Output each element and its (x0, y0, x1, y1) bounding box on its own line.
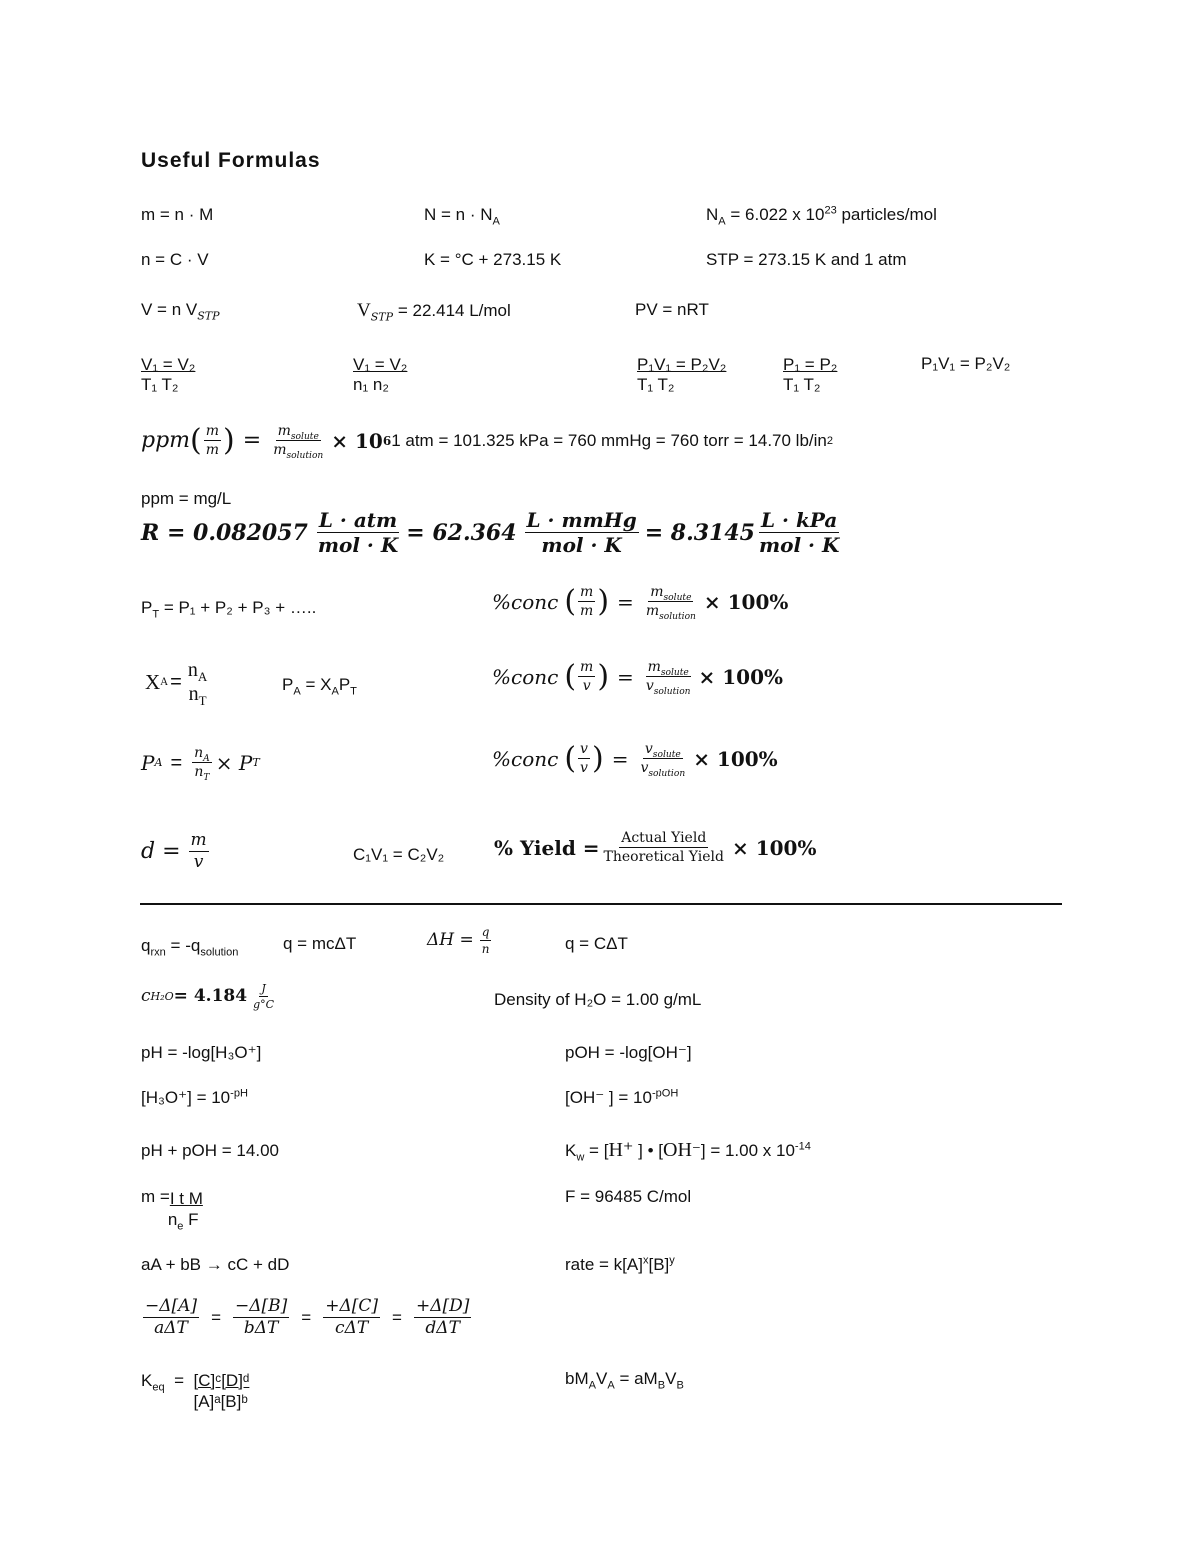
formula-poh: pOH = -log[OH⁻] (565, 1043, 692, 1062)
formula-percent-yield: % Yield = $\frac{\text{Actual Yield}}{\text{Theoretical Yield}}$ × 100% (494, 830, 817, 865)
formula-stp: STP = 273.15 K and 1 atm (706, 250, 907, 269)
formula-equilibrium-constant: $K_{eq}$ = $\frac{\text{[C]ᶜ[D]ᵈ}}{\text{[A]ᵃ[B]ᵇ}}$ (141, 1371, 250, 1412)
formula-volume-stp: V = n $V_{STP}$ (141, 300, 220, 323)
formula-oh-conc: [OH⁻ ] = $10^{-pOH}$ (565, 1087, 679, 1107)
formula-q-rxn: $q_{rxn} = -q_{solution}$ (141, 936, 239, 959)
formula-ph-poh-sum: pH + pOH = 14.00 (141, 1141, 279, 1160)
formula-rate-law: rate = $k[A]^x[B]^y$ (565, 1254, 675, 1274)
formula-gay-lussac: P₁ = P₂ T₁ T₂ (783, 355, 838, 394)
formula-water-density: Density of H₂O = 1.00 g/mL (494, 990, 702, 1009)
formula-ph: pH = -log[H₃O⁺] (141, 1043, 262, 1062)
formula-enthalpy: ΔH = $\frac{q}{n}$ (427, 925, 490, 956)
formula-mass: m = n · M (141, 205, 214, 224)
formula-faraday: F = 96485 C/mol (565, 1187, 692, 1206)
formula-avogadro: $N_A = 6.022$ x $10^{23}$ particles/mol (706, 204, 937, 228)
formula-particles: $N = n \cdot N_A$ (424, 205, 500, 228)
formula-relative-rates: $\frac{-\Delta[A]}{\text{aΔT}}$ = $\frac{-\Delta[B]}{\text{bΔT}}$ = $\frac{+\Delta[C]}{\text{cΔT}}$ = $\frac{+\Delta[D]}{\text{dΔT}}$ (145, 1296, 470, 1338)
formula-specific-heat-water: c H₂O = 4.184 $\frac{J}{g^\circ C}$ (141, 982, 275, 1011)
page-title: Useful Formulas (141, 149, 321, 172)
formula-ideal-gas: PV = nRT (635, 300, 709, 319)
formula-mole-fraction: X A = $n_A$ $n_T$ (145, 659, 208, 708)
formula-ppm-mgl: ppm = mg/L (141, 489, 232, 508)
formula-combined-gas: P₁V₁ = P₂V₂ T₁ T₂ (637, 355, 727, 394)
formula-kelvin: K = °C + 273.15 K (424, 250, 562, 269)
formula-percent-conc-mm: %conc ( $\frac{m}{m}$ ) = $\frac{m_{solute}}{m_{solution}}$ × 100% (492, 583, 789, 622)
formula-charles: V₁ = V₂ T₁ T₂ (141, 355, 196, 394)
formula-ppm: ppm ( $\frac{m}{m}$ ) = $\frac{m_{solute}}{m_{solution}}$ × 10 6 1 atm = 101.325 kPa = 760 mmHg = 760 torr = 14.70 lb/in 2 (141, 422, 834, 461)
formula-general-reaction: aA + bB → cC + dD (141, 1255, 290, 1274)
formula-partial-pressure-fraction: P A = $\frac{n_A}{n_T}$ × P T (141, 745, 260, 783)
formula-partial-pressure: $P_A = X_AP_T$ (282, 675, 357, 698)
formula-kw: $K_w = [H^+$ ] • [OH⁻] = 1.00 x $10^{-14}$ (565, 1139, 811, 1164)
formula-percent-conc-vv: %conc ( $\frac{v}{v}$ ) = $\frac{v_{solute}}{v_{solution}}$ × 100% (492, 740, 778, 779)
formula-titration: $bM_AV_A = aM_BV_B$ (565, 1369, 684, 1392)
formula-avogadro-law: V₁ = V₂ n₁ n₂ (353, 355, 408, 394)
formula-molar-volume: $V_{STP} = 22.414$ L/mol (357, 300, 511, 324)
formula-electrolysis: m = $\frac{\text{I t M}}{n_e F}$ (141, 1187, 203, 1233)
section-divider (140, 903, 1062, 905)
formula-gas-constant: R = 0.082057 $\frac{\text{L · atm}}{\text{mol · K}}$ = 62.364 $\frac{\text{L · mmHg}}{\text{mol · K}}$ = 8.3145 $\frac{\text{L · kPa}}{\text{mol · K}}$ (141, 508, 840, 557)
formula-percent-conc-mv: %conc ( $\frac{m}{v}$ ) = $\frac{m_{solute}}{v_{solution}}$ × 100% (492, 658, 784, 697)
formula-dilution: C₁V₁ = C₂V₂ (353, 845, 445, 864)
formula-concentration: n = C · V (141, 250, 209, 269)
formula-dalton: $P_T = P_1 + P_2 + P_3$ + ….. (141, 598, 317, 621)
formula-q-mcdt: q = mcΔT (283, 934, 357, 953)
formula-q-cdt: q = CΔT (565, 934, 628, 953)
formula-boyle: P₁V₁ = P₂V₂ (921, 354, 1011, 373)
formula-density: d = $\frac{m}{v}$ (141, 830, 207, 872)
formula-h3o-conc: $[H_3O^+] = 10^{-pH}$ (141, 1087, 248, 1107)
